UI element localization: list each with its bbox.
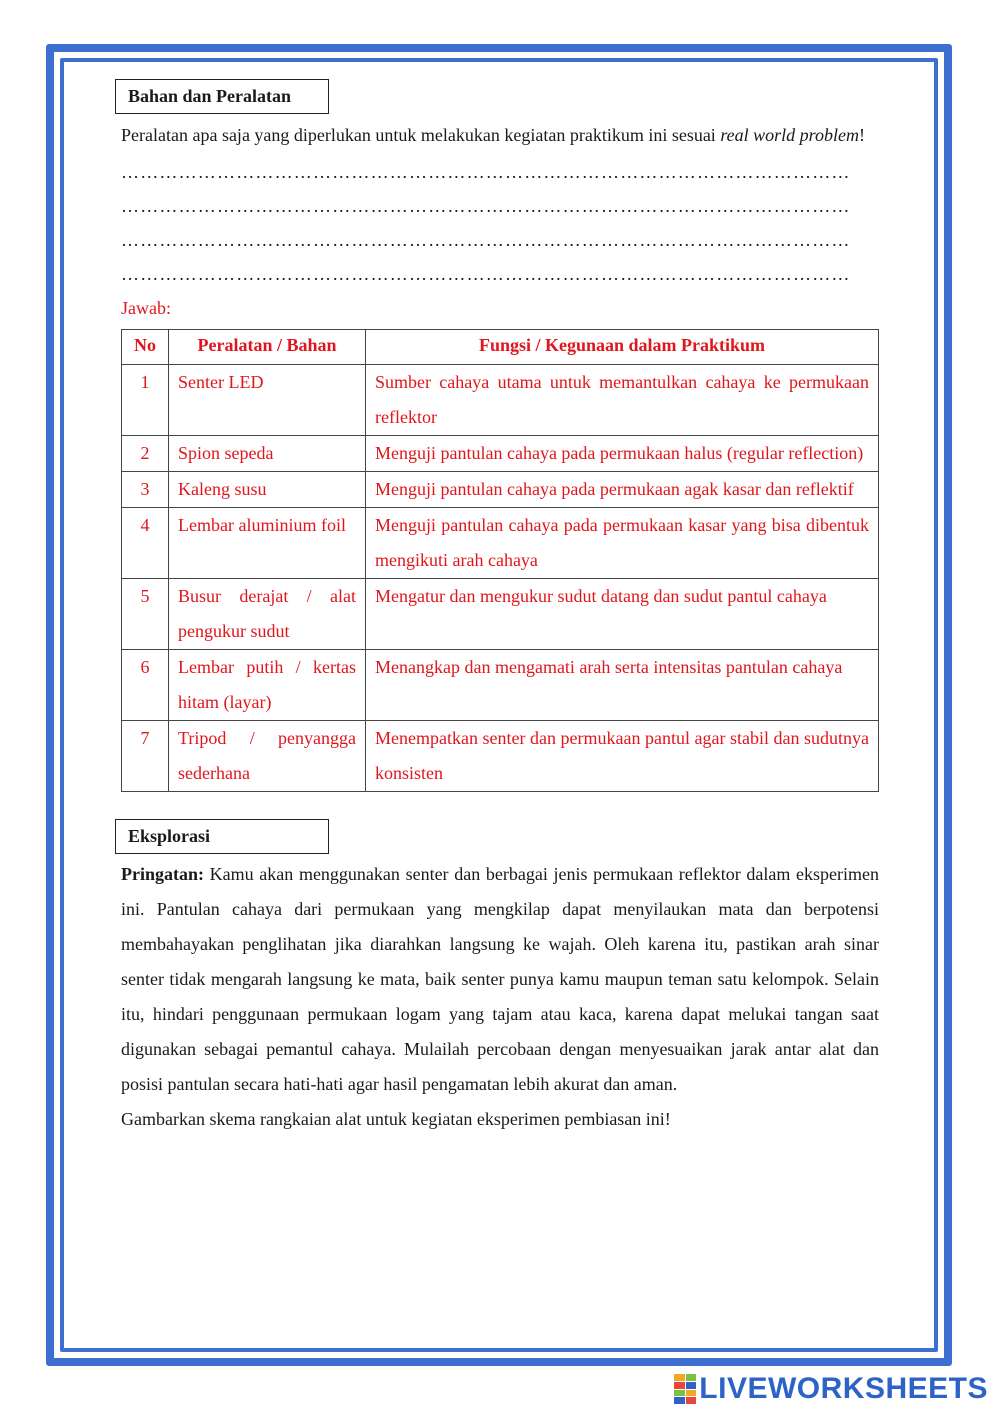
row-function: Menangkap dan mengamati arah serta intensitas pantulan cahaya bbox=[366, 650, 879, 721]
liveworksheets-logo-text: LIVEWORKSHEETS bbox=[699, 1372, 988, 1405]
row-tool: Spion sepeda bbox=[169, 436, 366, 472]
answer-line[interactable]: …………………………………………………………………………………………………… bbox=[121, 196, 851, 216]
row-number: 3 bbox=[122, 472, 169, 508]
answer-label: Jawab: bbox=[121, 298, 171, 318]
section-title-bahan: Bahan dan Peralatan bbox=[115, 79, 329, 114]
table-row bbox=[122, 650, 879, 721]
row-tool: Tripod / penyangga sederhana bbox=[169, 721, 366, 792]
worksheet-content bbox=[121, 79, 879, 1137]
row-tool: Busur derajat / alat pengukur sudut bbox=[169, 579, 366, 650]
answer-line[interactable]: …………………………………………………………………………………………………… bbox=[121, 264, 851, 284]
header-no: No bbox=[122, 330, 169, 365]
row-number: 4 bbox=[122, 508, 169, 579]
warning-paragraph bbox=[121, 857, 879, 1102]
table-row bbox=[122, 365, 879, 436]
row-function: Menguji pantulan cahaya pada permukaan halus (regular reflection) bbox=[366, 436, 879, 472]
row-function: Sumber cahaya utama untuk memantulkan cahaya ke permukaan reflektor bbox=[366, 365, 879, 436]
row-number: 2 bbox=[122, 436, 169, 472]
table-row bbox=[122, 508, 879, 579]
row-number: 5 bbox=[122, 579, 169, 650]
question-italic: real world problem bbox=[720, 125, 859, 145]
instruction-text: Gambarkan skema rangkaian alat untuk kegiatan eksperimen pembiasan ini! bbox=[121, 1109, 671, 1129]
warning-label: Pringatan: bbox=[121, 864, 204, 884]
warning-text: Kamu akan menggunakan senter dan berbagai jenis permukaan reflektor dalam eksperimen ini. Pantulan cahaya dari permukaan yang mengkilap dapat menyilaukan mata dan berpotensi membahayakan penglihatan jika diarahkan langsung ke wajah. Oleh karena itu, pastikan arah sinar senter tidak mengarah langsung ke mata, baik senter punya kamu maupun teman satu kelompok. Selain itu, hindari penggunaan permukaan logam yang tajam atau kaca, karena dapat melukai tangan saat digunakan sebagai pemantul cahaya. Mulailah percobaan dengan menyesuaikan jarak antar alat dan posisi pantulan secara hati-hati agar hasil pengamatan lebih akurat dan aman. bbox=[121, 864, 879, 1094]
table-row bbox=[122, 579, 879, 650]
question-end: ! bbox=[858, 125, 865, 145]
table-row bbox=[122, 472, 879, 508]
row-number: 1 bbox=[122, 365, 169, 436]
answer-line[interactable]: …………………………………………………………………………………………………… bbox=[121, 230, 851, 250]
section-title-eksplorasi: Eksplorasi bbox=[115, 819, 329, 854]
header-tool: Peralatan / Bahan bbox=[169, 330, 366, 365]
row-tool: Kaleng susu bbox=[169, 472, 366, 508]
table-header-row bbox=[122, 330, 879, 365]
row-function: Menguji pantulan cahaya pada permukaan agak kasar dan reflektif bbox=[366, 472, 879, 508]
liveworksheets-logo bbox=[674, 1372, 988, 1406]
row-function: Mengatur dan mengukur sudut datang dan sudut pantul cahaya bbox=[366, 579, 879, 650]
row-number: 6 bbox=[122, 650, 169, 721]
row-function: Menguji pantulan cahaya pada permukaan kasar yang bisa dibentuk mengikuti arah cahaya bbox=[366, 508, 879, 579]
row-function: Menempatkan senter dan permukaan pantul agar stabil dan sudutnya konsisten bbox=[366, 721, 879, 792]
row-tool: Lembar putih / kertas hitam (layar) bbox=[169, 650, 366, 721]
table-row bbox=[122, 436, 879, 472]
row-tool: Lembar aluminium foil bbox=[169, 508, 366, 579]
answer-lines bbox=[121, 155, 879, 291]
question-main: Peralatan apa saja yang diperlukan untuk melakukan kegiatan praktikum ini sesuai bbox=[121, 125, 721, 145]
question-text bbox=[121, 118, 879, 153]
table-row bbox=[122, 721, 879, 792]
liveworksheets-logo-icon bbox=[674, 1374, 696, 1404]
header-function: Fungsi / Kegunaan dalam Praktikum bbox=[366, 330, 879, 365]
answer-line[interactable]: …………………………………………………………………………………………………… bbox=[121, 162, 851, 182]
tools-table bbox=[121, 329, 879, 792]
row-tool: Senter LED bbox=[169, 365, 366, 436]
row-number: 7 bbox=[122, 721, 169, 792]
